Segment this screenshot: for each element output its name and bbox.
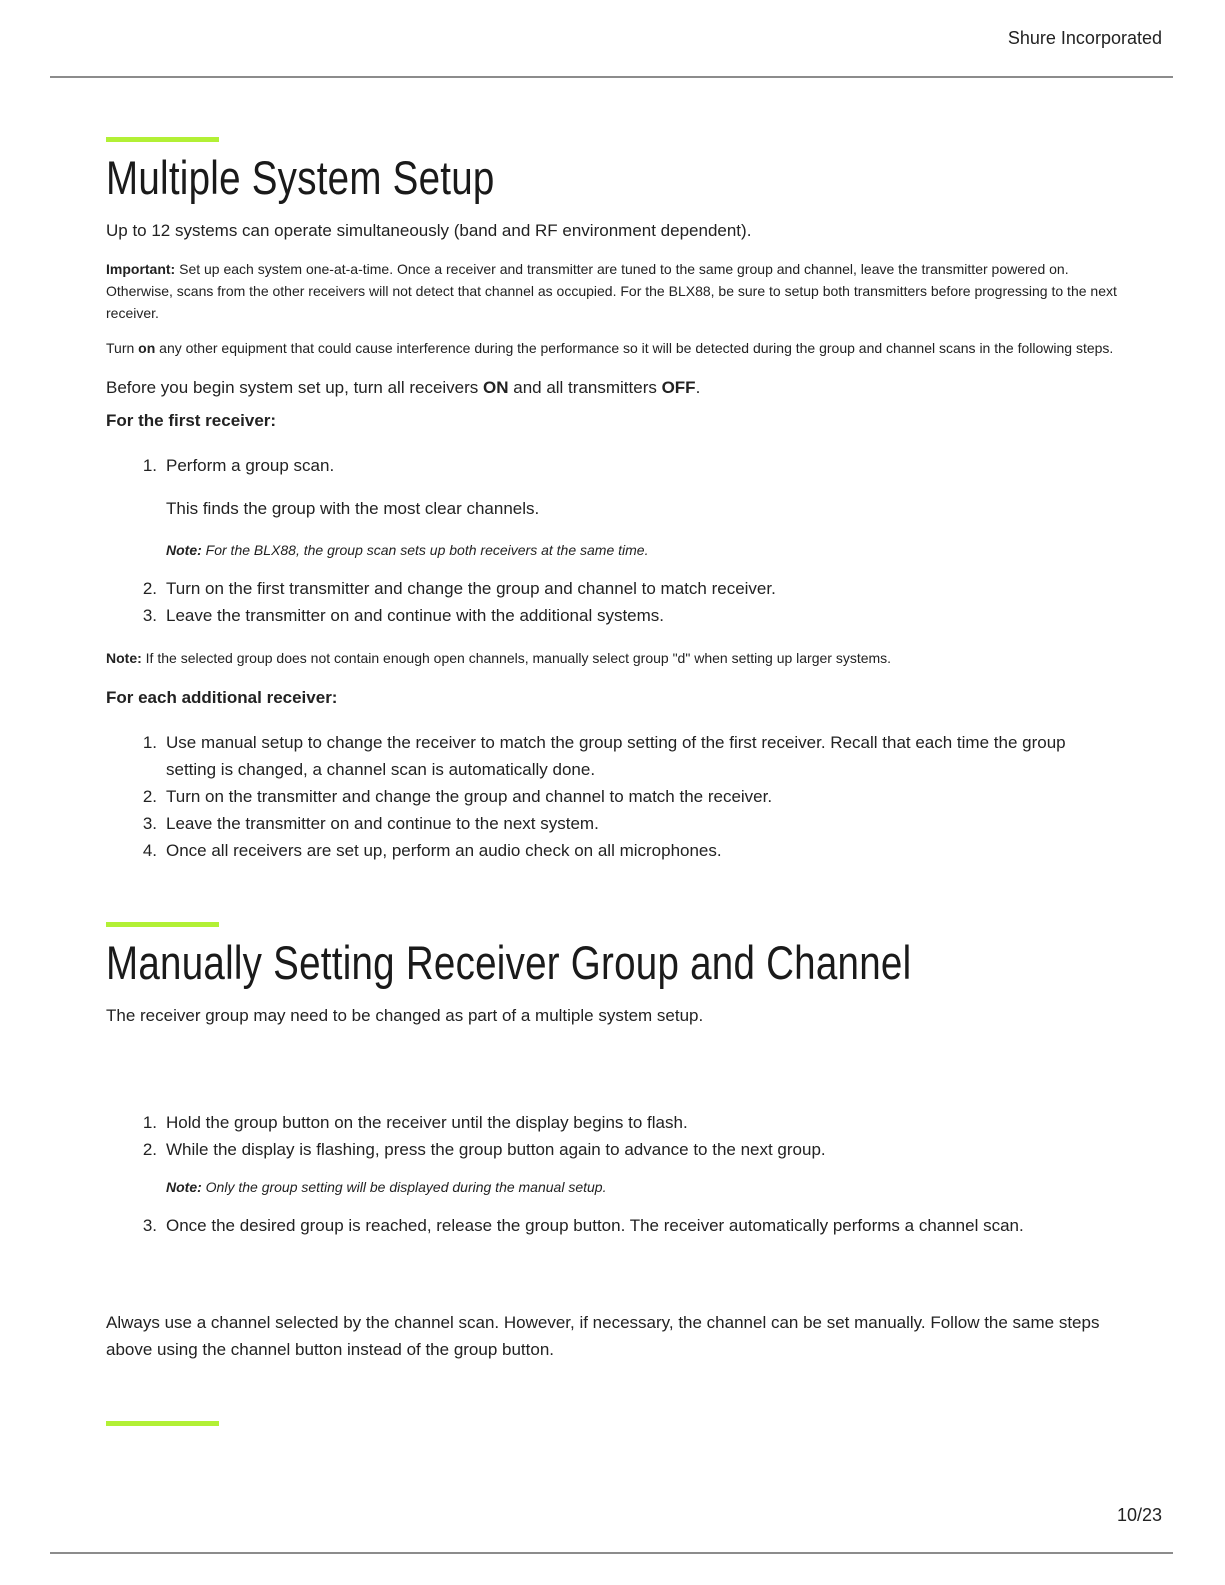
step-text: While the display is flashing, press the group button again to advance to the next group. xyxy=(166,1140,826,1159)
turn-on-text-b: on xyxy=(138,340,156,356)
closing-paragraph: Always use a channel selected by the channel scan. However, if necessary, the channel can be set manually. Follow the same steps above using the channel button instead of the group button. xyxy=(106,1313,1100,1359)
page-content xyxy=(106,137,1118,1426)
list-item xyxy=(106,575,1118,602)
first-receiver-steps xyxy=(106,452,1118,479)
turn-on-text-c: any other equipment that could cause interference during the performance so it will be detected during the group and channel scans in the following steps. xyxy=(155,340,1114,356)
footer-divider xyxy=(50,1552,1173,1554)
list-item xyxy=(106,1136,1118,1163)
step-number: 4. xyxy=(142,841,157,860)
list-item xyxy=(106,1109,1118,1136)
group-note xyxy=(106,647,1118,669)
list-item xyxy=(106,452,1118,479)
step-text: Turn on the first transmitter and change the group and channel to match receiver. xyxy=(166,579,776,598)
before-text-a: Before you begin system set up, turn all receivers xyxy=(106,378,484,397)
step-text: Hold the group button on the receiver until the display begins to flash. xyxy=(166,1113,688,1132)
list-item xyxy=(106,1212,1118,1239)
step-text: Leave the transmitter on and continue to the next system. xyxy=(166,814,599,833)
step-text: Perform a group scan. xyxy=(166,456,335,475)
step-text: Turn on the transmitter and change the group and channel to match the receiver. xyxy=(166,787,773,806)
header-divider xyxy=(50,76,1173,78)
additional-receiver-heading: For each additional receiver: xyxy=(106,688,338,707)
important-paragraph xyxy=(106,258,1118,324)
list-item xyxy=(106,729,1118,783)
step-number: 3. xyxy=(142,814,157,833)
list-item xyxy=(106,783,1118,810)
step-note-label: Note: xyxy=(166,542,202,558)
section-title-multiple-system-setup: Multiple System Setup xyxy=(106,151,495,204)
step-number: 1. xyxy=(142,733,157,752)
page-number: 10/23 xyxy=(1116,1505,1162,1525)
step-note xyxy=(106,539,1118,561)
step-number: 2. xyxy=(142,787,157,806)
before-text-off: OFF xyxy=(661,378,696,397)
step-note xyxy=(106,1176,1118,1198)
step-text: Once the desired group is reached, release the group button. The receiver automatically performs a channel scan. xyxy=(166,1216,1024,1235)
step-number: 1. xyxy=(142,1113,157,1132)
step-text: Use manual setup to change the receiver to match the group setting of the first receiver. Recall that each time the group setting is changed, a channel scan is automatically done. xyxy=(166,733,1066,779)
step-text: Leave the transmitter on and continue with the additional systems. xyxy=(166,606,665,625)
group-note-text: If the selected group does not contain enough open channels, manually select group "d" when setting up larger systems. xyxy=(141,650,892,666)
step-number: 3. xyxy=(142,1216,157,1235)
first-receiver-steps-cont xyxy=(106,575,1118,629)
important-label: Important: xyxy=(106,261,176,277)
section-accent-bar xyxy=(106,137,219,142)
step-note-text: Only the group setting will be displayed during the manual setup. xyxy=(201,1179,607,1195)
manual-setup-steps xyxy=(106,1109,1118,1163)
step-number: 2. xyxy=(142,579,157,598)
step-text: Once all receivers are set up, perform an audio check on all microphones. xyxy=(166,841,722,860)
step-detail: This finds the group with the most clear channels. xyxy=(166,499,540,518)
manual-setup-steps-cont xyxy=(106,1212,1118,1239)
list-item xyxy=(106,837,1118,864)
step-number: 2. xyxy=(142,1140,157,1159)
first-receiver-heading: For the first receiver: xyxy=(106,411,277,430)
section-intro: Up to 12 systems can operate simultaneously (band and RF environment dependent). xyxy=(106,221,752,240)
step-number: 1. xyxy=(142,456,157,475)
section-title-manual-group-channel: Manually Setting Receiver Group and Channel xyxy=(106,936,912,989)
step-note-text: For the BLX88, the group scan sets up both receivers at the same time. xyxy=(201,542,649,558)
interference-paragraph xyxy=(106,337,1118,359)
before-text-c: and all transmitters xyxy=(508,378,662,397)
page-header-company: Shure Incorporated xyxy=(1007,28,1162,48)
section-accent-bar xyxy=(106,922,219,927)
section-accent-bar xyxy=(106,1421,219,1426)
before-text-on: ON xyxy=(483,378,509,397)
before-text-e: . xyxy=(695,378,701,397)
before-setup-paragraph xyxy=(106,375,1118,401)
turn-on-text-a: Turn xyxy=(106,340,139,356)
step-number: 3. xyxy=(142,606,157,625)
list-item xyxy=(106,602,1118,629)
important-text: Set up each system one-at-a-time. Once a receiver and transmitter are tuned to the same group and channel, leave the transmitter powered on. Otherwise, scans from the other receivers will not detect that channel as occupied. For the BLX88, be sure to setup both transmitters before progressing to the next receiver. xyxy=(106,261,1117,321)
additional-receiver-steps xyxy=(106,729,1118,864)
step-note-label: Note: xyxy=(166,1179,202,1195)
group-note-label: Note: xyxy=(106,650,142,666)
list-item xyxy=(106,810,1118,837)
section-intro: The receiver group may need to be changed as part of a multiple system setup. xyxy=(106,1006,704,1025)
